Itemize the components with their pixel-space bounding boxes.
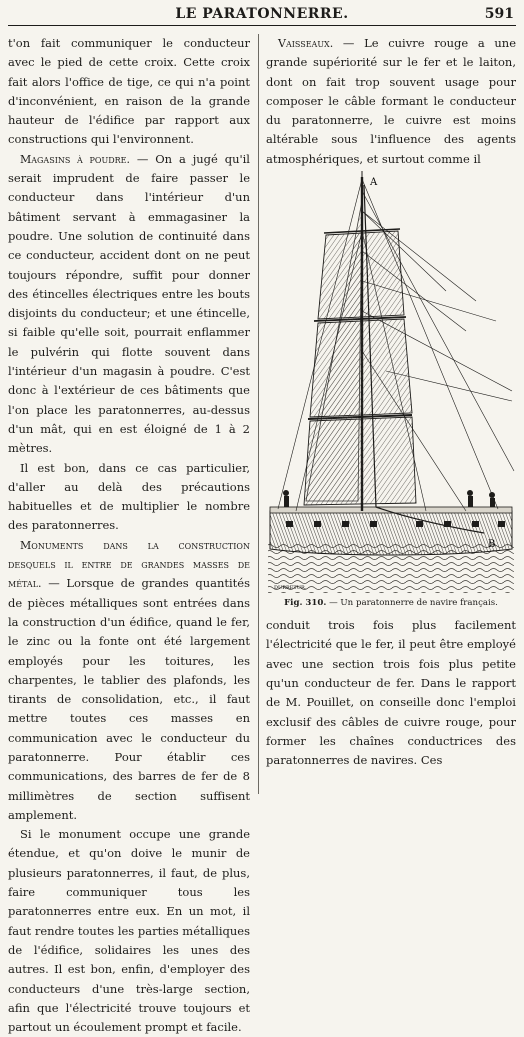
section-heading-monuments: Monuments dans la construction desquels il entre de grandes masses de métal. bbox=[8, 538, 250, 591]
paragraph-magasins bbox=[8, 150, 250, 459]
left-column bbox=[8, 34, 250, 1037]
ship-hull bbox=[270, 511, 512, 555]
label-a: A bbox=[370, 177, 378, 189]
column-divider bbox=[258, 34, 259, 794]
caption-number: Fig. 310. bbox=[284, 598, 327, 609]
right-column bbox=[266, 34, 516, 770]
page-number: 591 bbox=[484, 6, 514, 22]
engraver-signature: DURRETUR. bbox=[274, 585, 307, 592]
section-heading-magasins: Magasins à poudre. bbox=[20, 152, 130, 166]
section-heading-vaisseaux: Vaisseaux. bbox=[278, 37, 334, 50]
header-rule bbox=[8, 25, 516, 26]
figure-caption bbox=[266, 597, 516, 610]
paragraph-magasins-text: — On a jugé qu'il serait imprudent de faire passer le conducteur dans l'intérieur d'un bâtiment servant à emmagasiner la poudre. Une solution de continuité dans ce conducteur, accident dont on ne peut toujours répondre, suffit pour donner des étincelles électriques entre les bouts disjoints du conducteur; et une étincelle, si faible qu'elle soit, pourrait enflammer le pulvérin qui flotte souvent dans l'intérieur d'un magasin à poudre. C'est donc à l'extérieur de ces bâtiments que l'on place les paratonnerres, au-dessus d'un mât, qui en est éloigné de 1 à 2 mètres. bbox=[8, 151, 250, 456]
paragraph-cuivre: conduit trois fois plus facilement l'électricité que le fer, il peut être employé avec une section trois fois plus petite qu'un conducteur de fer. Dans le rapport de M. Pouillet, on conseille donc l'emploi exclusif des câbles de cuivre rouge, pour former les chaînes conductrices des paratonnerres de navires. Ces bbox=[266, 618, 516, 768]
paragraph-etendue: Si le monument occupe une grande étendue, et qu'on doive le munir de plusieurs paratonnerres, il faut, de plus, faire communiquer tous les paratonnerres entre eux. En un mot, il faut rendre toutes les parties métalliques de l'édifice, solidaires les unes des autres. Il est bon, enfin, d'employer des conducteurs d'une très-large section, afin que l'électricité trouve toujours et partout un écoulement prompt et facile. bbox=[8, 827, 250, 1035]
paragraph-croix: t'on fait communiquer le conducteur avec le pied de cette croix. Cette croix fait alors l'office de tige, ce qui n'a point d'inconvénient, en raison de la grande hauteur de l'édifice par rapport aux constructions qui l'environnent. bbox=[8, 36, 250, 147]
label-b: B bbox=[488, 539, 496, 551]
ship-engraving bbox=[266, 171, 516, 595]
ship-illustration bbox=[266, 171, 516, 595]
paragraph-vaisseaux-text: — Le cuivre rouge a une grande supériorité sur le fer et le laiton, dont on fait trop souvent usage pour composer le câble formant le conducteur du paratonnerre, le cuivre est moins altérable sous l'influence des agents atmosphériques, et surtout comme il bbox=[266, 36, 516, 166]
paragraph-precautions: Il est bon, dans ce cas particulier, d'aller au delà des précautions habituelles et de multiplier le nombre des paratonnerres. bbox=[8, 460, 250, 533]
caption-text: — Un paratonnerre de navire français. bbox=[326, 598, 498, 609]
paragraph-monuments-text: — Lorsque de grandes quantités de pièces métalliques sont entrées dans la construction d'un édifice, quand le fer, le zinc ou la fonte ont été largement employés pour les toitures, les charpentes, le tablier des plafonds, les tirants de consolidation, etc., il faut mettre toutes ces masses en communication avec le conducteur du paratonnerre. Pour établir ces communications, des barres de fer de 8 millimètres de section suffisent amplement. bbox=[8, 576, 250, 822]
paragraph-monuments bbox=[8, 536, 250, 825]
running-title: LE PARATONNERRE. bbox=[175, 6, 349, 22]
page-header bbox=[8, 4, 516, 26]
paragraph-vaisseaux bbox=[266, 34, 516, 169]
